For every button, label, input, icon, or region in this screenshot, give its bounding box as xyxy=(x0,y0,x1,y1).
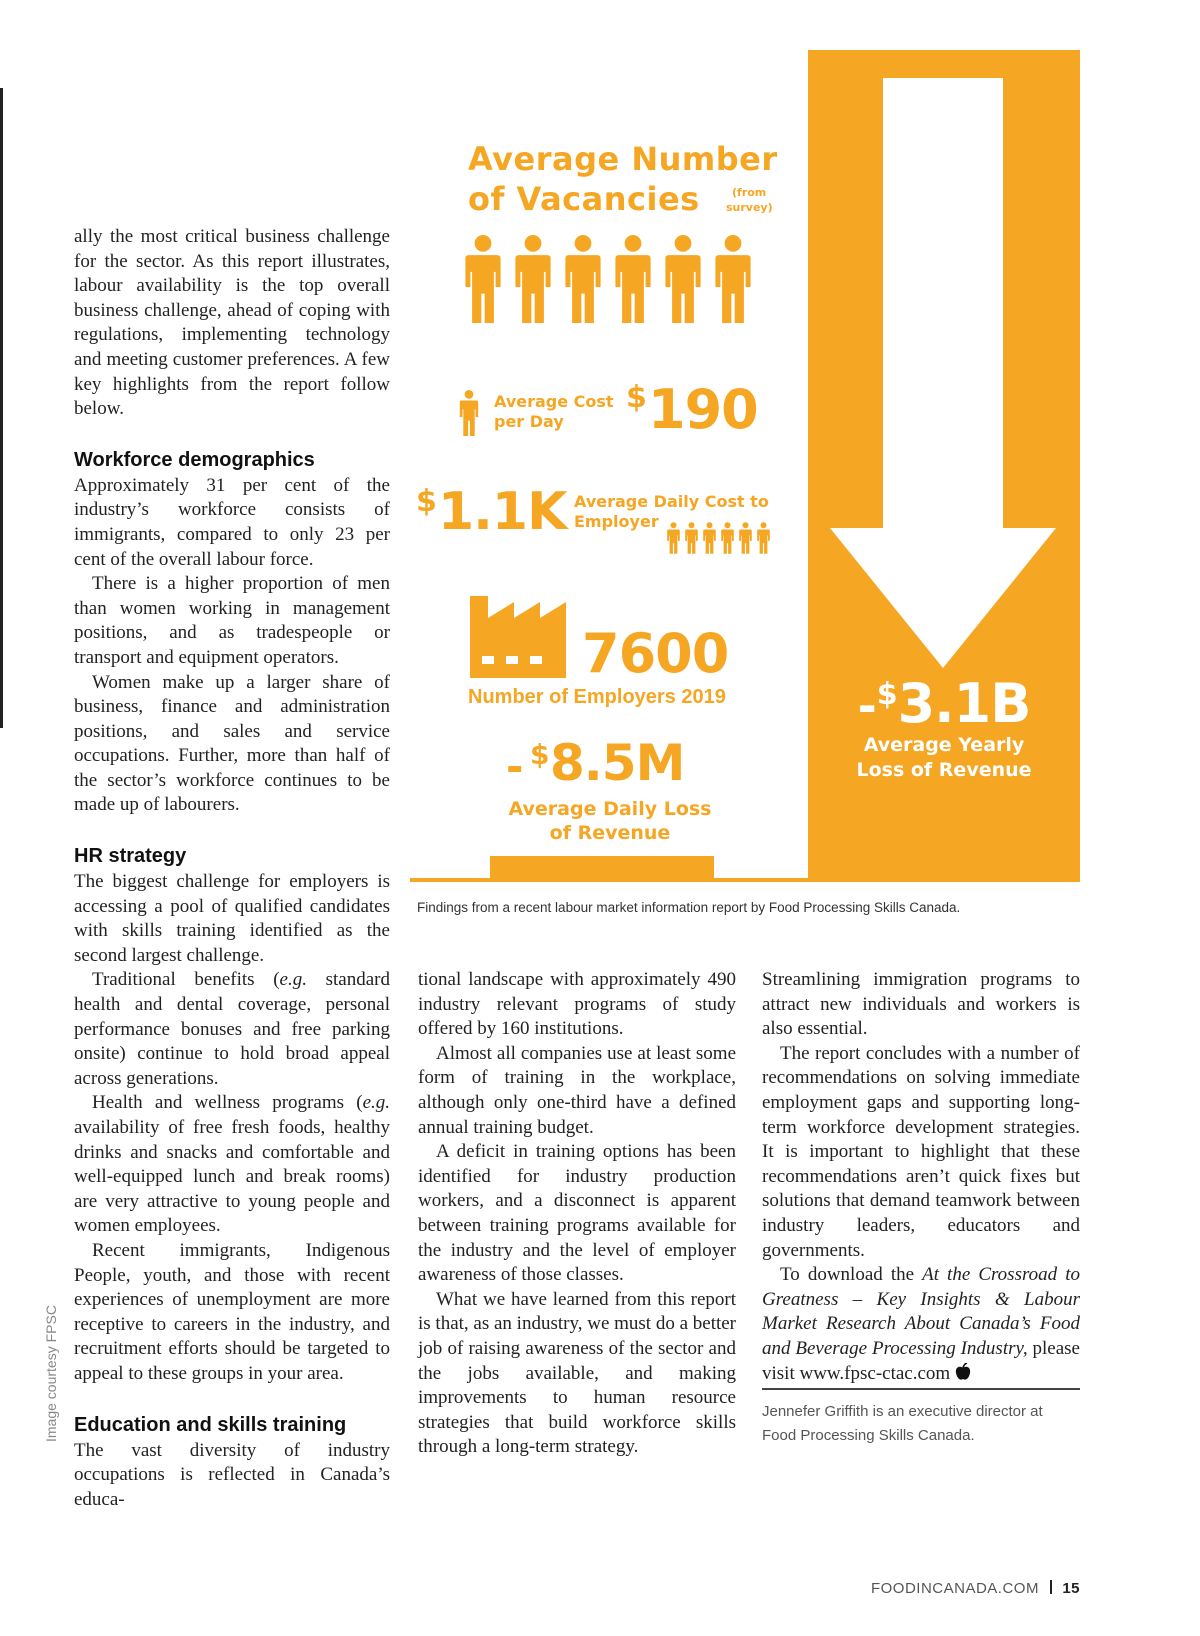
down-arrow-icon xyxy=(828,78,1058,698)
daily-loss-sign: - xyxy=(506,742,524,791)
factory-icon xyxy=(468,588,578,678)
bio-divider xyxy=(762,1388,1080,1390)
page-edge-mark xyxy=(0,88,3,728)
hr-paragraph-3 xyxy=(74,1091,390,1239)
workforce-paragraph-3: Women make up a larger share of business, finance and administration positions, and sales and service occupations. Further, more than half of the sector’s workforce continues to be made up of labourers. xyxy=(74,671,390,816)
middle-paragraph-2: Almost all companies use at least some form of training in the workplace, although only one-third have a defined annual training budget. xyxy=(418,1042,736,1138)
right-paragraph-3 xyxy=(762,1263,1080,1386)
yearly-loss-label-line1: Average Yearly xyxy=(863,734,1025,756)
page-number: 15 xyxy=(1062,1580,1080,1597)
yearly-loss-figure xyxy=(808,672,1080,735)
footer-separator xyxy=(1050,1580,1052,1594)
infographic xyxy=(410,50,1090,890)
single-person-icon xyxy=(458,390,480,436)
vacancies-note-line1: (from xyxy=(732,186,767,199)
section-heading-hr: HR strategy xyxy=(74,845,187,868)
footer-site: FOODINCANADA.COM xyxy=(870,1580,1039,1597)
author-bio: Jennefer Griffith is an executive director at Food Processing Skills Canada. xyxy=(762,1403,1043,1444)
image-credit: Image courtesy FPSC xyxy=(43,1305,59,1442)
section-heading-workforce: Workforce demographics xyxy=(74,448,315,471)
person-icon xyxy=(756,522,771,554)
employers-label: Number of Employers 2019 xyxy=(468,686,726,708)
person-icon xyxy=(666,522,681,554)
person-icon xyxy=(662,235,704,323)
daily-employer-label-line1: Average Daily Cost to xyxy=(574,492,769,511)
download-pre: To download the xyxy=(780,1264,923,1286)
cost-per-day-label-line1: Average Cost xyxy=(494,392,614,411)
hr-p2-pre: Traditional benefits ( xyxy=(92,969,280,991)
yearly-loss-value: 3.1B xyxy=(897,672,1031,735)
person-icon xyxy=(462,235,504,323)
vacancies-people-row xyxy=(462,235,782,323)
daily-loss-currency: $ xyxy=(530,738,550,771)
hr-p3-post: availability of free fresh foods, healthy drinks and snacks and comfortable and well-equipped lunch and break rooms) are very attractive to young people and women employees. xyxy=(74,1117,390,1237)
daily-loss-bar xyxy=(490,856,714,880)
middle-paragraph-1: tional landscape with approximately 490 industry relevant programs of study offered by 160 institutions. xyxy=(418,969,736,1040)
daily-employer-currency: $ xyxy=(416,484,437,519)
hr-paragraph-4: Recent immigrants, Indigenous People, youth, and those with recent experiences of unemployment are more receptive to careers in the industry, and recruitment efforts should be targeted to appeal to these groups in your area. xyxy=(74,1239,390,1384)
middle-paragraph-3: A deficit in training options has been identified for industry production workers, and a disconnect is apparent between training programs available for the industry and the level of employer awareness of those classes. xyxy=(418,1141,736,1286)
daily-loss-label-line1: Average Daily Loss xyxy=(508,798,712,820)
employer-people-row xyxy=(666,522,776,554)
hr-paragraph-2 xyxy=(74,968,390,1091)
hr-paragraph-1: The biggest challenge for employers is accessing a pool of qualified candidates with skills training identified as the second largest challenge. xyxy=(74,871,390,966)
cost-per-day-value: 190 xyxy=(648,378,758,441)
person-icon xyxy=(562,235,604,323)
daily-loss-value: 8.5M xyxy=(550,734,685,792)
hr-p2-eg: e.g. xyxy=(279,969,307,991)
yearly-loss-sign: - xyxy=(857,679,877,733)
right-paragraph-2: The report concludes with a number of recommendations on solving immediate employment gaps and supporting long-term workforce development strategies. It is important to highlight that these recommendations aren’t quick fixes but solutions that demand teamwork between industry leaders, educators and governments. xyxy=(762,1042,1080,1261)
vacancies-title-line1: Average Number xyxy=(468,140,778,178)
cost-per-day-label-line2: per Day xyxy=(494,412,564,431)
hr-p3-eg: e.g. xyxy=(362,1092,390,1114)
daily-loss-label-line2: of Revenue xyxy=(549,822,671,844)
person-icon xyxy=(684,522,699,554)
employers-value: 7600 xyxy=(582,622,729,685)
page-footer xyxy=(871,1580,1080,1597)
middle-column xyxy=(418,968,736,1460)
left-column xyxy=(74,225,390,1512)
middle-paragraph-4: What we have learned from this report is that, as an industry, we must do a better job of raising awareness of the sector and the jobs available, and making improvements to human resource strategies that build workforce skills through a long-term strategy. xyxy=(418,1288,737,1458)
yearly-loss-currency: $ xyxy=(876,677,898,712)
hr-p2-post: standard health and dental coverage, personal performance bonuses and free parking onsite) continue to hold broad appeal across generations. xyxy=(74,969,390,1089)
person-icon xyxy=(612,235,654,323)
education-paragraph-1: The vast diversity of industry occupations is reflected in Canada’s educa- xyxy=(74,1439,390,1510)
intro-paragraph: ally the most critical business challenge for the sector. As this report illustrates, labour availability is the top overall business challenge, ahead of coping with regulations, implementing technology and meeting customer preferences. A few key highlights from the report follow below. xyxy=(74,226,390,420)
yearly-loss-label-line2: Loss of Revenue xyxy=(856,759,1032,781)
person-icon xyxy=(712,235,754,323)
daily-employer-value: 1.1K xyxy=(438,482,567,542)
person-icon xyxy=(702,522,717,554)
vacancies-note-line2: survey) xyxy=(726,201,773,214)
download-post: please visit www.fpsc-ctac.com xyxy=(762,1337,1080,1384)
infographic-caption: Findings from a recent labour market information report by Food Processing Skills Canada. xyxy=(417,900,961,915)
workforce-paragraph-1: Approximately 31 per cent of the industry’s workforce consists of immigrants, compared to only 23 per cent of the overall labour force. xyxy=(74,474,390,570)
section-heading-education: Education and skills training xyxy=(74,1413,347,1436)
person-icon xyxy=(720,522,735,554)
person-icon xyxy=(738,522,753,554)
daily-employer-label-line2: Employer xyxy=(574,512,659,531)
vacancies-title-line2: of Vacancies xyxy=(468,180,700,218)
apple-end-icon xyxy=(955,1363,971,1381)
person-icon xyxy=(512,235,554,323)
cost-per-day-currency: $ xyxy=(626,380,647,415)
right-column xyxy=(762,968,1080,1386)
report-title: At the Crossroad to Greatness – Key Insights & Labour Market Research About Canada’s Food and Beverage Processing Industry, xyxy=(762,1264,1080,1359)
right-paragraph-1: Streamlining immigration programs to attract new individuals and workers is also essential. xyxy=(762,969,1080,1040)
hr-p3-pre: Health and wellness programs ( xyxy=(92,1092,363,1114)
workforce-paragraph-2: There is a higher proportion of men than women working in management positions, and as tradespeople or transport and equipment operators. xyxy=(74,573,390,668)
